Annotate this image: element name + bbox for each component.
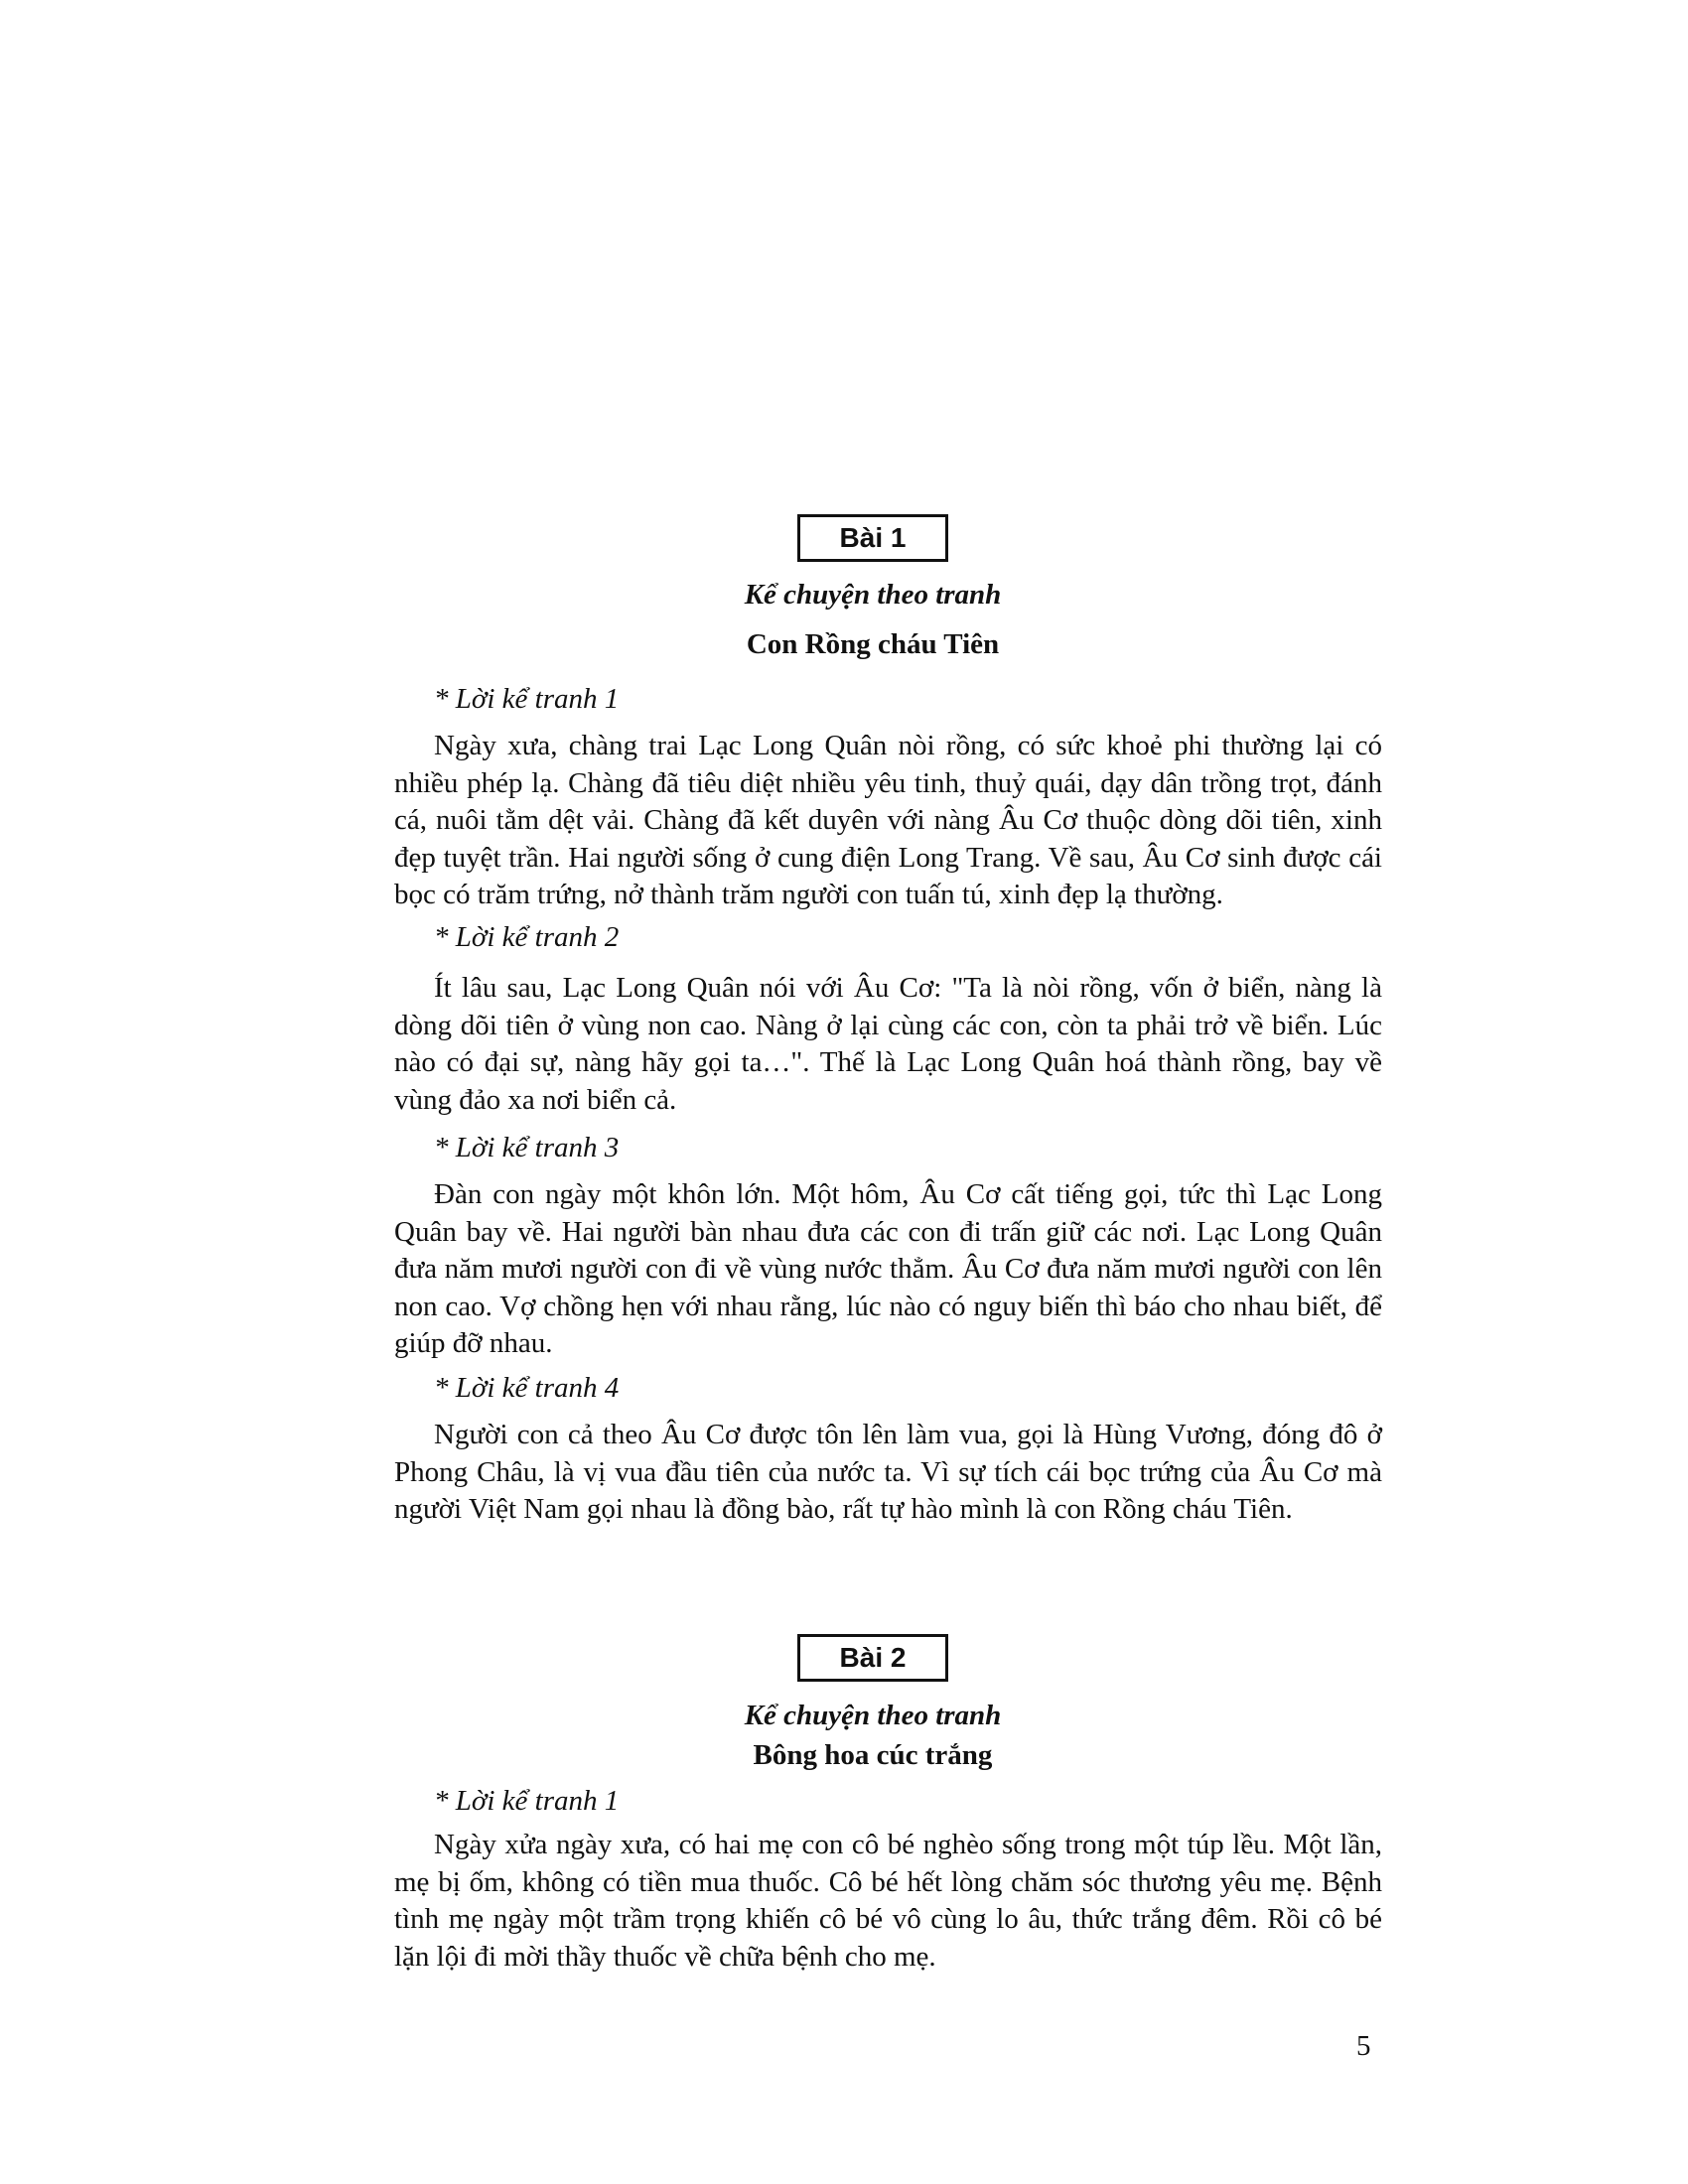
- lesson-1-picture-4-text: Người con cả theo Âu Cơ được tôn lên làm vua, gọi là Hùng Vương, đóng đô ở Phong Châu, là vị vua đầu tiên của nước ta. Vì sự tích cái bọc trứng của Âu Cơ mà người Việt Nam gọi nhau là đồng bào, rất tự hào mình là con Rồng cháu Tiên.: [394, 1419, 1382, 1525]
- page-number: 5: [1356, 2030, 1371, 2062]
- lesson-1-subtitle: Kể chuyện theo tranh: [744, 579, 1002, 611]
- lesson-2-picture-1-label: * Lời kể tranh 1: [434, 1785, 620, 1817]
- lesson-1-title: Con Rồng cháu Tiên: [746, 628, 1000, 660]
- lesson-2-label-box: Bài 2: [797, 1634, 948, 1682]
- lesson-1-picture-3-text: Đàn con ngày một khôn lớn. Một hôm, Âu Cơ cất tiếng gọi, tức thì Lạc Long Quân bay về. Hai người bàn nhau đưa các con đi trấn giữ các nơi. Lạc Long Quân đưa năm mươi người con đi về vùng nước thẳm. Âu Cơ đưa năm mươi người con lên non cao. Vợ chồng hẹn với nhau rằng, lúc nào có nguy biến thì báo cho nhau biết, để giúp đỡ nhau.: [394, 1178, 1382, 1359]
- lesson-1-picture-2-text: Ít lâu sau, Lạc Long Quân nói với Âu Cơ: "Ta là nòi rồng, vốn ở biển, nàng là dòng dõi tiên ở vùng non cao. Nàng ở lại cùng các con, còn ta phải trở về biển. Lúc nào có đại sự, nàng hãy gọi ta…". Thế là Lạc Long Quân hoá thành rồng, bay về vùng đảo xa nơi biển cả.: [394, 972, 1382, 1116]
- lesson-2-title: Bông hoa cúc trắng: [753, 1739, 993, 1771]
- lesson-1-picture-1-label: * Lời kể tranh 1: [434, 683, 620, 715]
- lesson-1-picture-3-label: * Lời kể tranh 3: [434, 1132, 620, 1163]
- lesson-2-picture-1-text: Ngày xửa ngày xưa, có hai mẹ con cô bé nghèo sống trong một túp lều. Một lần, mẹ bị ốm, không có tiền mua thuốc. Cô bé hết lòng chăm sóc thương yêu mẹ. Bệnh tình mẹ ngày một trầm trọng khiến cô bé vô cùng lo âu, thức trắng đêm. Rồi cô bé lặn lội đi mời thầy thuốc về chữa bệnh cho mẹ.: [394, 1829, 1382, 1973]
- lesson-2-subtitle: Kể chuyện theo tranh: [744, 1700, 1002, 1731]
- lesson-1-picture-1-text: Ngày xưa, chàng trai Lạc Long Quân nòi rồng, có sức khoẻ phi thường lại có nhiều phép lạ. Chàng đã tiêu diệt nhiều yêu tinh, thuỷ quái, dạy dân trồng trọt, đánh cá, nuôi tằm dệt vải. Chàng đã kết duyên với nàng Âu Cơ thuộc dòng dõi tiên, xinh đẹp tuyệt trần. Hai người sống ở cung điện Long Trang. Về sau, Âu Cơ sinh được cái bọc có trăm trứng, nở thành trăm người con tuấn tú, xinh đẹp lạ thường.: [394, 730, 1382, 910]
- lesson-1-picture-2-label: * Lời kể tranh 2: [434, 921, 620, 953]
- lesson-1-label-box: Bài 1: [797, 514, 948, 562]
- lesson-1-picture-4-label: * Lời kể tranh 4: [434, 1372, 620, 1404]
